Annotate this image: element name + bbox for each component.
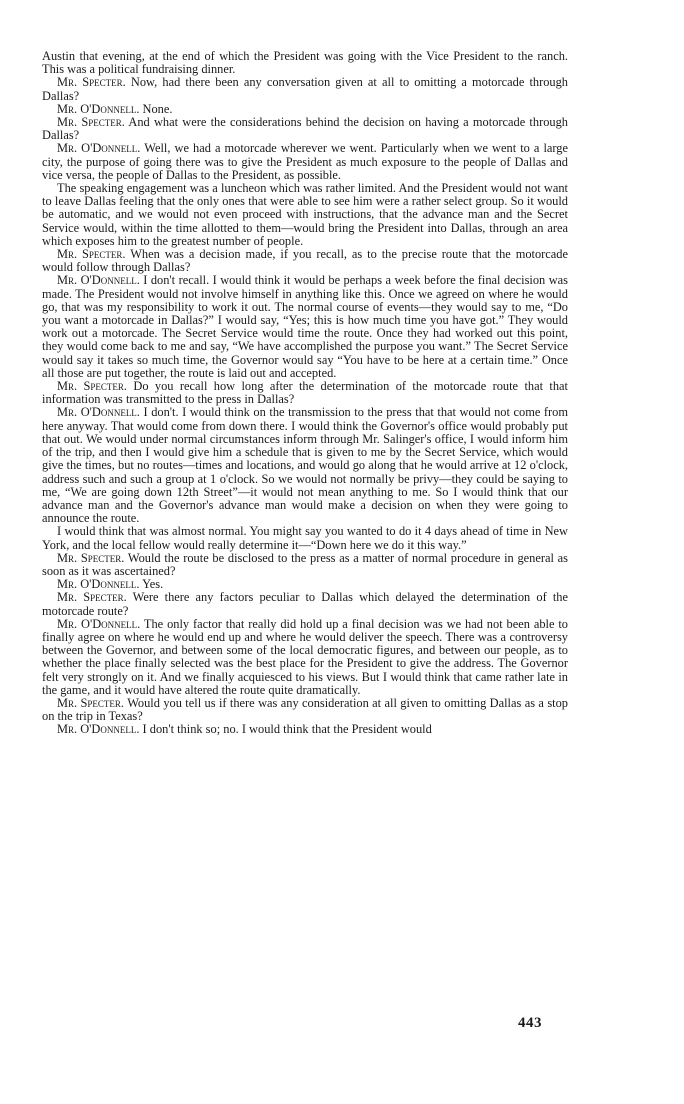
paragraph-text: Do you recall how long after the determination of the motorcade route that that information was transmitted to the press in Dallas?	[42, 379, 568, 407]
paragraph-text: None.	[139, 101, 173, 116]
speaker-name: Mr. Specter.	[57, 247, 126, 262]
paragraph-text: Well, we had a motorcade wherever we went. Particularly when we went to a large city, the purpose of going there was to give the President as much exposure to the people of Dallas and vice versa, the people of Dallas to the President, as possible.	[42, 141, 569, 182]
transcript-paragraph	[42, 697, 568, 723]
paragraph-text: Would the route be disclosed to the press as a matter of normal procedure in general as soon as it was ascertained?	[42, 550, 568, 578]
paragraph-text: I don't recall. I would think it would be perhaps a week before the final decision was made. The President would not involve himself in anything like this. Once we agreed on where he would go, that was my responsibility to work it out. The normal course of events—they would say to me, “Do you want a motorcade in Dallas?” I would say, “Yes; this is how much time you have got.” They would work out a motorcade. The Secret Service would time the route. Once they had worked out this point, they would come back to me and say, “We have accomplished the purpose you want.” The Secret Service would say it takes so much time, the Governor would say “You have to be here at a certain time.” Once all those are put together, the route is laid out and accepted.	[42, 273, 568, 380]
paragraph-text: Would you tell us if there was any consideration at all given to omitting Dallas as a stop on the trip in Texas?	[42, 695, 568, 724]
transcript-paragraph	[42, 182, 568, 248]
transcript-paragraph	[42, 142, 568, 182]
paragraph-text: Austin that evening, at the end of which the President was going with the Vice President to the ranch. This was a political fundraising dinner.	[42, 49, 568, 77]
paragraph-text: I don't. I would think on the transmission to the press that that would not come from here anyway. That would come from down there. I would think the Governor's office would probably put that out. We would under normal circumstances inform through Mr. Salinger's office, I would inform him of the trip, and then I would give him a schedule that is given to me by the Secret Service, which would give the times, but no routes—times and locations, and would go along that he would arrive at 12 o'clock, address such and such a group at 1 o'clock. So we would not normally be privy—they could be saying to me, “We are going down 12th Street”—it would not mean anything to me. So I would think that our advance man and the Governor's advance man would make a decision on when they were going to announce the route.	[42, 405, 568, 526]
speaker-name: Mr. O'Donnell.	[57, 722, 140, 737]
transcript-paragraph	[42, 274, 568, 380]
transcript-paragraph	[42, 380, 568, 406]
transcript-paragraph	[42, 248, 568, 274]
speaker-name: Mr. Specter.	[57, 379, 127, 394]
transcript-paragraph	[42, 525, 568, 551]
speaker-name: Mr. Specter.	[57, 590, 127, 605]
speaker-name: Mr. Specter.	[57, 550, 125, 565]
paragraph-text: The speaking engagement was a luncheon which was rather limited. And the President would not want to leave Dallas feeling that the only ones that were able to see him were a rather select group. So it would be automatic, and we would not even proceed with instructions, that the advance man and the Secret Service would, within the time allotted to them—would bring the President into Dallas, through an area which exposes him to the greatest number of people.	[42, 181, 568, 248]
paragraph-text: The only factor that really did hold up a final decision was we had not been able to finally agree on where he would end up and where he would deliver the speech. There was a controversy between the Governor, and between some of the local democratic figures, and between our people, as to whether the place finally selected was the best place for the President to give the address. The Governor felt very strongly on it. And we finally acquiesced to his views. But I would think that came rather late in the game, and it would have altered the route quite dramatically.	[42, 616, 568, 697]
transcript-paragraph	[42, 618, 568, 697]
transcript-paragraph	[42, 552, 568, 578]
speaker-name: Mr. Specter.	[57, 695, 125, 710]
paragraph-text: I don't think so; no. I would think that the President would	[139, 722, 432, 737]
speaker-name: Mr. O'Donnell.	[57, 616, 141, 631]
speaker-name: Mr. O'Donnell.	[57, 577, 140, 592]
transcript-paragraph	[42, 591, 568, 617]
speaker-name: Mr. Specter.	[57, 75, 126, 90]
paragraph-text: And what were the considerations behind the decision on having a motorcade through Dallas?	[42, 115, 568, 143]
paragraph-text: Yes.	[139, 577, 164, 592]
speaker-name: Mr. O'Donnell.	[57, 141, 141, 156]
paragraph-text: Now, had there been any conversation given at all to omitting a motorcade through Dallas?	[42, 75, 568, 103]
speaker-name: Mr. O'Donnell.	[57, 101, 140, 116]
page-body	[42, 50, 568, 737]
paragraph-text: When was a decision made, if you recall, as to the precise route that the motorcade would follow through Dallas?	[42, 247, 568, 275]
transcript-paragraph	[42, 723, 568, 736]
speaker-name: Mr. O'Donnell.	[57, 273, 140, 288]
transcript-paragraph	[42, 50, 568, 76]
page-number: 443	[518, 1015, 542, 1031]
transcript-paragraph	[42, 116, 568, 142]
paragraph-text: Were there any factors peculiar to Dallas which delayed the determination of the motorcade route?	[42, 590, 568, 618]
speaker-name: Mr. Specter.	[57, 115, 125, 130]
transcript-paragraph	[42, 76, 568, 102]
paragraph-text: I would think that was almost normal. You might say you wanted to do it 4 days ahead of time in New York, and the local fellow would really determine it—“Down here we do it this way.”	[42, 524, 568, 552]
transcript-paragraph	[42, 406, 568, 525]
speaker-name: Mr. O'Donnell.	[57, 405, 140, 420]
